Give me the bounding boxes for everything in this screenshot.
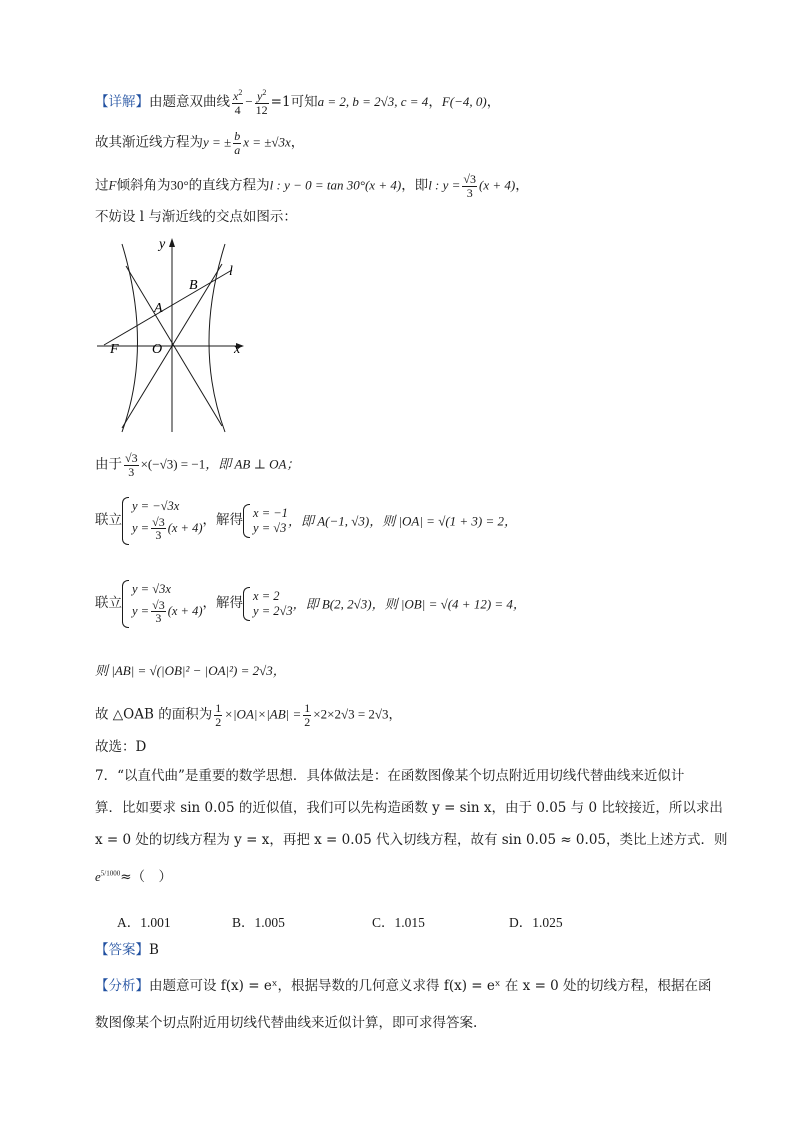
sol: x = −1 [253,505,288,520]
point-a-label: A [154,301,163,316]
sol: y = 2√3 [253,604,293,619]
eq: y = [132,520,150,535]
num: b [234,129,241,143]
question-7-line-2: 算．比如要求 sin 0.05 的近似值，我们可以先构造函数 y = sin x，由于 0.05 与 0 比较接近，所以求出 [95,800,723,816]
y-axis-arrow [169,238,175,247]
system-solution [243,587,293,621]
text: 故其渐近线方程为 [95,134,203,151]
detail-label: 【详解】 [95,94,149,111]
detail-line-4: 不妨设 l 与渐近线的交点如图示： [95,209,297,225]
num: √3 [125,451,138,465]
text: 由于 [95,456,122,473]
exponent: 5/1000 [100,869,121,878]
math: (x + 4) [479,177,516,193]
text: 倾斜角为 [116,177,171,194]
text: ≈（ ） [120,869,173,885]
math: ，即 B(2, 2√3)，则 |OB| = √(4 + 12) = 4， [292,596,526,612]
math: l : y − 0 = tan 30°(x + 4) [269,177,402,193]
eq: (x + 4) [167,603,203,618]
system-2 [95,580,526,628]
math: ，即 A(−1, √3)，则 |OA| = √(1 + 3) = 2， [287,513,518,529]
math: l : y = [428,177,461,193]
fraction [462,173,477,199]
math: x = ±√3x [243,134,291,150]
fraction [233,130,241,156]
detail-line-3: 过F倾斜角为30°的直线方程为l : y − 0 = tan 30°(x + 4)，即l : y = $\frac{√3}{3}$ (x + 4)， [95,172,529,200]
eq: y = [132,603,150,618]
text: 故 △OAB 的面积为 [95,706,213,723]
point-b-label: B [189,278,198,293]
math: ×|OA|×|AB| = [224,706,302,722]
num: √3 [152,514,165,529]
detail-line-9 [95,702,402,728]
num: 1 [215,701,222,715]
num: y [257,89,263,103]
analysis-line-1 [95,980,712,994]
eq: (x + 4) [167,520,203,535]
math: ×(−√3) = −1 [140,456,206,472]
text: ，解得 [202,595,244,612]
exp-base: e [95,869,101,884]
answer-value: B [149,942,159,958]
fraction [303,702,311,728]
detail-line-2: 故其渐近线方程为y = ± $\frac{b}{a}$ x = ±√3x， [95,129,305,157]
text: =1可知 [270,94,318,111]
origin-label: O [152,342,163,357]
detail-line-8: 则 |AB| = √(|OB|² − |OA|²) = 2√3， [95,663,286,678]
math: 30° [170,177,189,193]
den: 2 [304,714,311,729]
focus-label: F [110,342,119,357]
den: 12 [255,102,268,117]
question-7-line-3: x = 0 处的切线方程为 y = x，再把 x = 0.05 代入切线方程，故有 sin 0.05 ≈ 0.05，类比上述方式．则 [95,832,728,848]
text: ，即 [401,177,429,194]
den: 3 [466,185,473,200]
num: √3 [152,597,165,612]
sol: x = 2 [253,588,280,603]
answer-label: 【答案】 [95,942,149,958]
hyperbola-figure [92,232,262,437]
den: 2 [215,714,222,729]
x-label: x [234,342,241,357]
analysis-line-2: 数图像某个切点附近用切线代替曲线来近似计算，即可求得答案. [95,1015,478,1031]
system-1 [95,497,517,545]
text: 联立 [95,595,122,612]
text: 联立 [95,512,122,529]
fraction: $\frac{y^2}{12}$ [255,88,268,117]
den: 3 [128,464,135,479]
num: √3 [463,172,477,186]
num: x [233,89,239,103]
system-equations [122,580,203,628]
den: 4 [234,102,241,117]
question-7-line-4 [95,870,172,885]
fraction: $\frac{x^2}{4}$ [233,88,243,117]
detail-line-5 [95,452,299,478]
math: F [108,177,117,193]
fraction [214,702,222,728]
detail-line-1: 【详解】由题意双曲线 $\frac{x^2}{4}$ − $\frac{y^2}{12}$ =1可知a = 2, b = 2√3, c = 4，F(−4, 0)， [95,88,501,117]
text: 由题意双曲线 [149,94,230,111]
y-label: y [159,237,166,252]
question-7-line-1: 7．“以直代曲”是重要的数学思想．具体做法是：在函数图像某个切点附近用切线代替曲线来近似计 [95,768,685,784]
answer-line [95,944,159,958]
line-l [104,270,232,345]
fraction [124,452,139,478]
math: F(−4, 0) [441,94,487,110]
den: a [234,142,241,157]
system-equations [122,497,203,545]
choice-d: D．1.025 [509,915,563,930]
den: 3 [155,528,162,543]
math: a = 2, b = 2√3, c = 4 [317,94,429,110]
text: 由题意可设 f(x) = eˣ，根据导数的几何意义求得 f(x) = eˣ 在 x = 0 处的切线方程，根据在函 [149,978,712,994]
math: ×2×2√3 = 2√3， [313,706,402,722]
text: 的直线方程为 [188,177,270,194]
system-solution [243,504,288,538]
den: 3 [155,611,162,626]
math: y = ± [203,134,232,150]
eq: y = −√3x [132,499,180,513]
choice-c: C．1.015 [372,915,425,930]
choice-b: B．1.005 [232,915,285,930]
analysis-label: 【分析】 [95,978,149,994]
math: ，即 AB ⊥ OA； [205,456,300,472]
eq: y = √3x [132,582,171,596]
line-l-label: l [229,264,233,279]
choice-answer: 故选：D [95,739,147,755]
text: 过 [95,177,109,194]
choice-a: A．1.001 [117,915,171,930]
sol: y = √3 [253,521,287,536]
num: 1 [304,701,311,715]
text: ，解得 [202,512,244,529]
